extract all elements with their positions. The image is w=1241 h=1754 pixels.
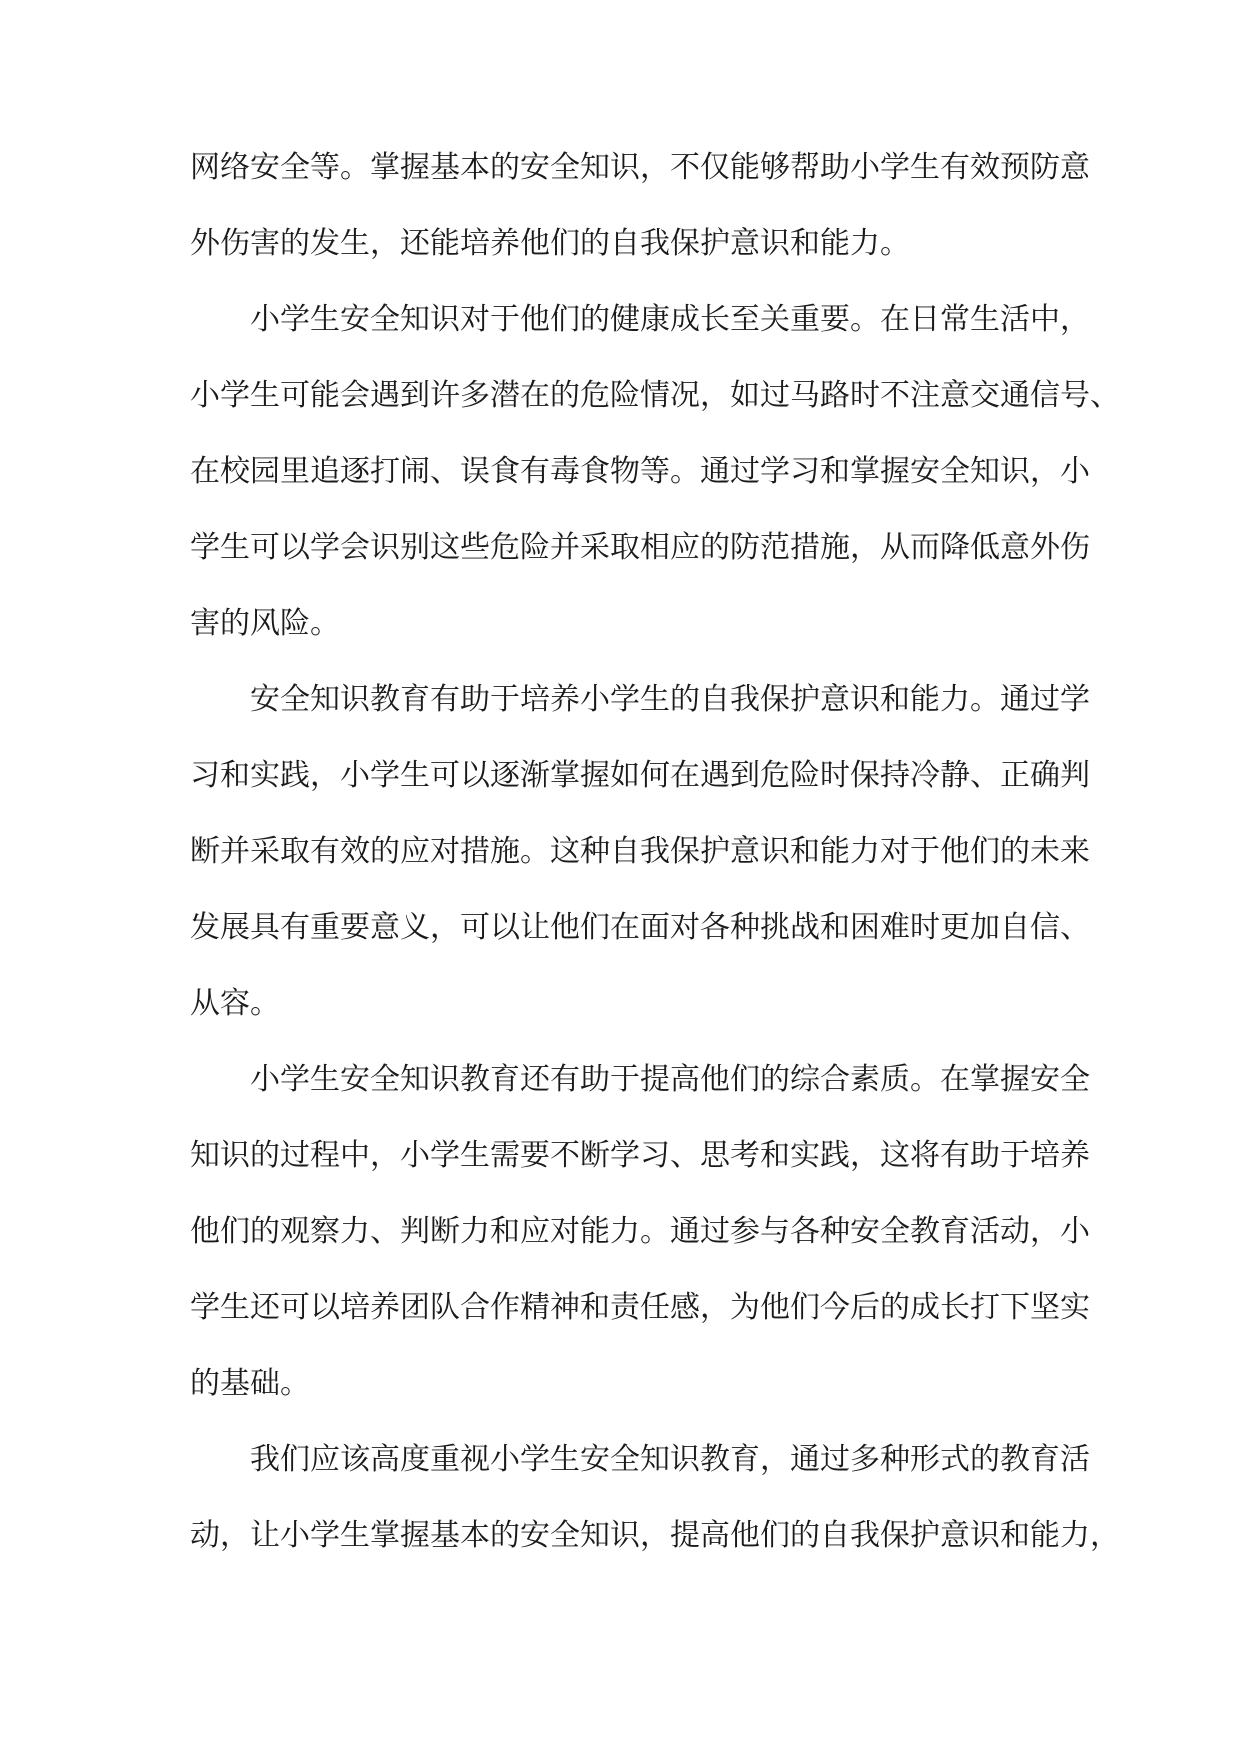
paragraph-2-line-1: 小学生安全知识对于他们的健康成长至关重要。在日常生活中， xyxy=(250,302,1090,337)
paragraph-4-line-3: 他们的观察力、判断力和应对能力。通过参与各种安全教育活动，小 xyxy=(190,1214,1090,1249)
paragraph-4-line-5: 的基础。 xyxy=(190,1366,310,1401)
paragraph-3-line-1: 安全知识教育有助于培养小学生的自我保护意识和能力。通过学 xyxy=(250,682,1090,717)
paragraph-2-line-5: 害的风险。 xyxy=(190,606,340,641)
paragraph-4-line-1: 小学生安全知识教育还有助于提高他们的综合素质。在掌握安全 xyxy=(250,1062,1090,1097)
paragraph-4-line-2: 知识的过程中，小学生需要不断学习、思考和实践，这将有助于培养 xyxy=(190,1138,1090,1173)
paragraph-1-line-2: 外伤害的发生，还能培养他们的自我保护意识和能力。 xyxy=(190,226,910,261)
paragraph-4-line-4: 学生还可以培养团队合作精神和责任感，为他们今后的成长打下坚实 xyxy=(190,1290,1090,1325)
document-body xyxy=(190,130,1120,1574)
paragraph-2-line-2: 小学生可能会遇到许多潜在的危险情况，如过马路时不注意交通信号、 xyxy=(190,378,1120,413)
paragraph-2-line-3: 在校园里追逐打闹、误食有毒食物等。通过学习和掌握安全知识，小 xyxy=(190,454,1090,489)
paragraph-5-line-2: 动，让小学生掌握基本的安全知识，提高他们的自我保护意识和能力， xyxy=(190,1518,1120,1553)
paragraph-3-line-4: 发展具有重要意义，可以让他们在面对各种挑战和困难时更加自信、 xyxy=(190,910,1090,945)
paragraph-1-line-1: 网络安全等。掌握基本的安全知识，不仅能够帮助小学生有效预防意 xyxy=(190,150,1090,185)
paragraph-3-line-3: 断并采取有效的应对措施。这种自我保护意识和能力对于他们的未来 xyxy=(190,834,1090,869)
paragraph-3-line-2: 习和实践，小学生可以逐渐掌握如何在遇到危险时保持冷静、正确判 xyxy=(190,758,1090,793)
paragraph-3-line-5: 从容。 xyxy=(190,986,280,1021)
paragraph-5-line-1: 我们应该高度重视小学生安全知识教育，通过多种形式的教育活 xyxy=(250,1442,1090,1477)
paragraph-2-line-4: 学生可以学会识别这些危险并采取相应的防范措施，从而降低意外伤 xyxy=(190,530,1090,565)
